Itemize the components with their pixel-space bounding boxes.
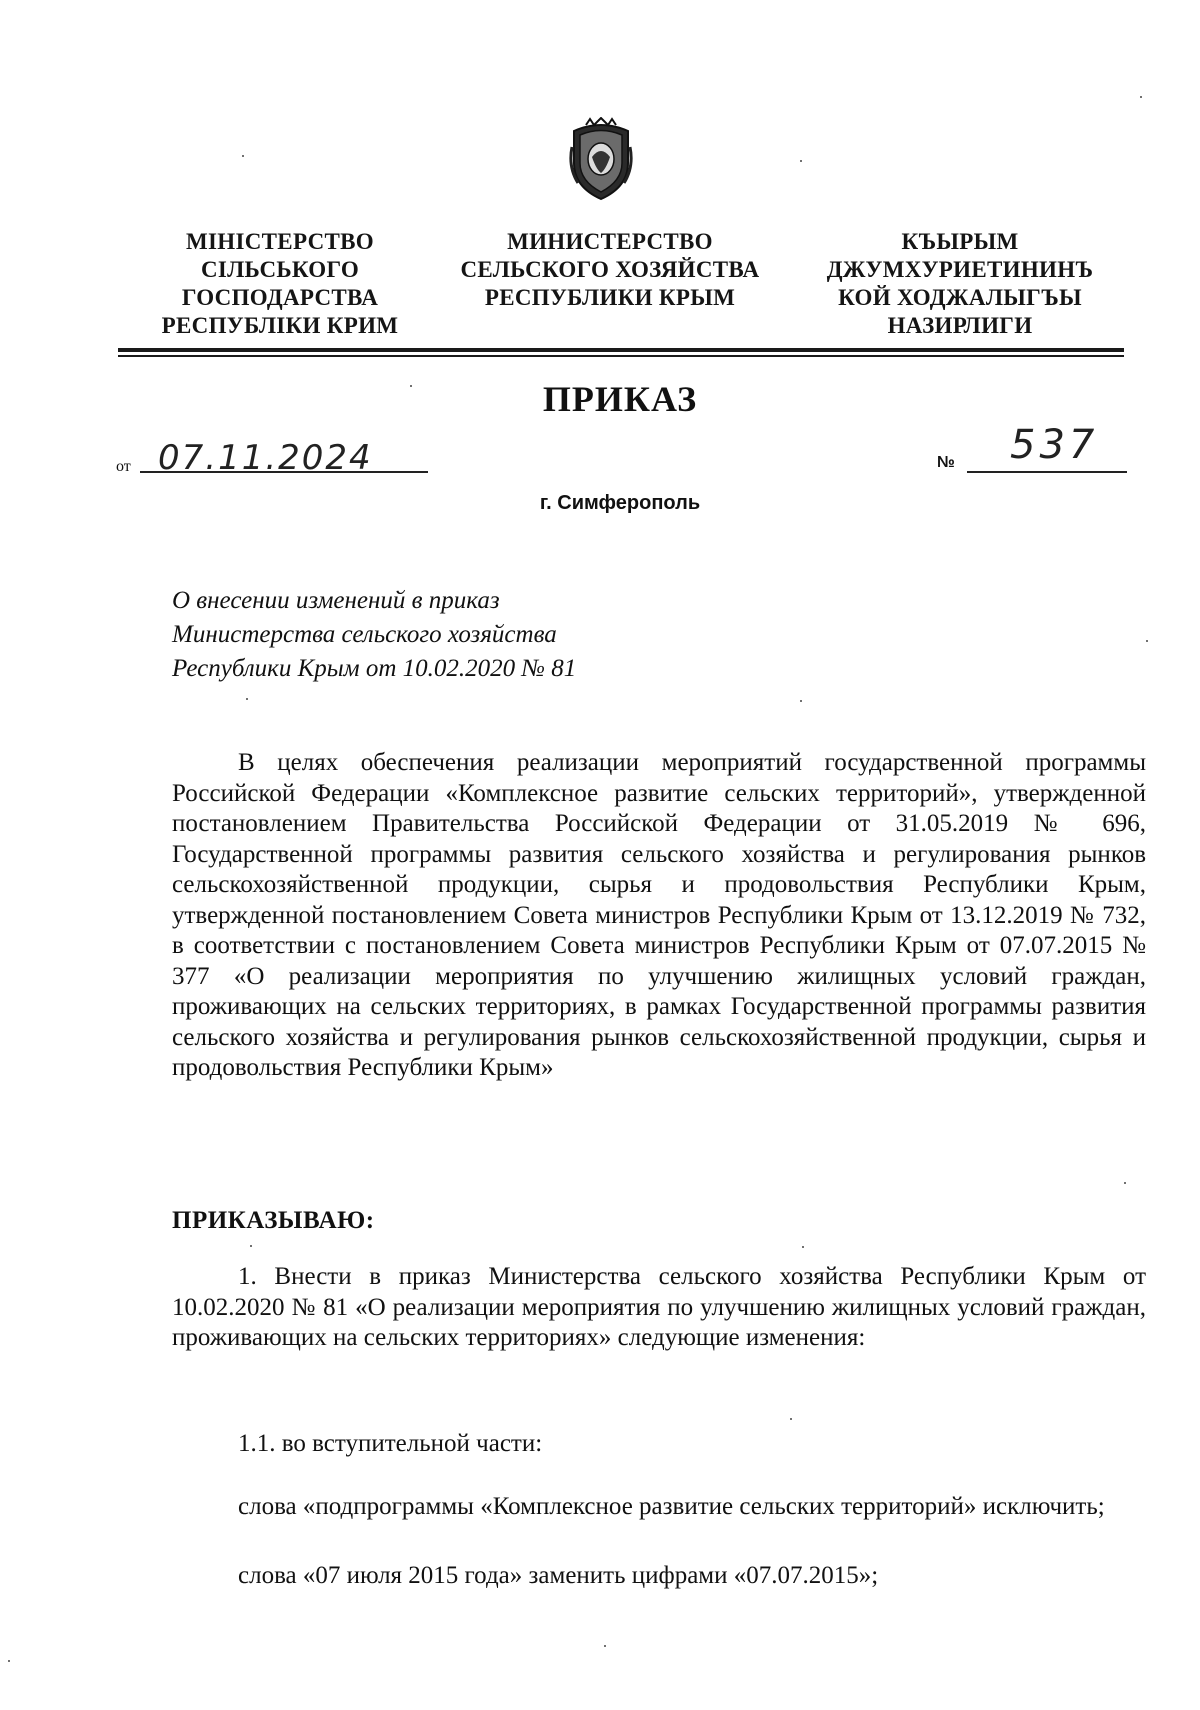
scan-speck [410,385,412,387]
header-left-line: СІЛЬСЬКОГО [200,257,360,282]
document-number: 537 [1010,422,1099,468]
header-divider-thick [118,348,1124,352]
document-title: ПРИКАЗ [542,379,698,419]
header-left-line: РЕСПУБЛІКИ КРИМ [161,313,399,338]
order-item-1: 1. Внести в приказ Министерства сельского хозяйства Республики Крым от 10.02.2020 № 81 «О реализации мероприятия по улучшению жилищных условий граждан, проживающих на сельских территориях» следующие изменения: [172,1263,1146,1351]
scan-speck [1146,640,1148,642]
scan-speck [802,1246,804,1248]
number-label: № [937,454,955,471]
scan-speck [8,1660,10,1662]
preamble-paragraph: В целях обеспечения реализации мероприятий государственной программы Российской Федерации «Комплексное развитие сельских территорий», утвержденной постановлением Правительства Российской Федерации от 31.05.2019 № 696, Государственной программы развития сельского хозяйства и регулирования рынков сельскохозяйственной продукции, сырья и продовольствия Республики Крым, утвержденной постановлением Совета министров Республики Крым от 13.12.2019 № 732, в соответствии с постановлением Совета министров Республики Крым от 07.07.2015 № 377 «О реализации мероприятия по улучшению жилищных условий граждан, проживающих на сельских территориях, в рамках Государственной программы развития сельского хозяйства и регулирования рынков сельскохозяйственной продукции, сырья и продовольствия Республики Крым» [172,749,1146,1081]
number-underline [967,471,1127,473]
header-divider-thin [118,355,1124,357]
order-item-1-1: 1.1. во вступительной части: [238,1430,543,1457]
document-subject [172,584,732,686]
amendment-paragraph: слова «подпрограммы «Комплексное развитие сельских территорий» исключить; [238,1493,1105,1520]
header-right-line: КЪЫРЫМ [901,229,1019,254]
scan-speck [1124,1182,1126,1184]
header-center-line: МИНИСТЕРСТВО [507,229,713,254]
subject-line: Министерства сельского хозяйства [172,621,557,648]
scan-speck [790,1418,792,1420]
header-center-russian [440,228,780,312]
header-center-line: РЕСПУБЛИКИ КРЫМ [484,285,736,310]
scan-speck [242,155,244,157]
date-label: от [116,458,131,475]
scan-speck [800,160,802,162]
header-right-crimean-tatar [800,228,1120,340]
header-right-line: НАЗИРЛИГИ [887,313,1033,338]
header-left-line: ГОСПОДАРСТВА [181,285,379,310]
amendment-paragraph: слова «07 июля 2015 года» заменить цифрами «07.07.2015»; [238,1562,879,1589]
document-date: 07.11.2024 [158,438,373,478]
order-heading: ПРИКАЗЫВАЮ: [172,1207,375,1234]
header-left-ukrainian [150,228,410,340]
scan-speck [246,698,248,700]
header-center-line: СЕЛЬСКОГО ХОЗЯЙСТВА [460,257,760,282]
scan-speck [800,700,802,702]
header-left-line: МІНІСТЕРСТВО [186,229,374,254]
header-right-line: КОЙ ХОДЖАЛЫГЪЫ [838,285,1082,310]
scan-speck [604,1645,606,1647]
subject-line: О внесении изменений в приказ [172,587,500,614]
crimea-coat-of-arms-icon [568,117,634,201]
scan-speck [250,1245,252,1247]
subject-line: Республики Крым от 10.02.2020 № 81 [172,655,577,682]
scan-speck [1140,96,1142,98]
document-city: г. Симферополь [539,492,701,514]
header-right-line: ДЖУМХУРИЕТИНИНЪ [826,257,1094,282]
